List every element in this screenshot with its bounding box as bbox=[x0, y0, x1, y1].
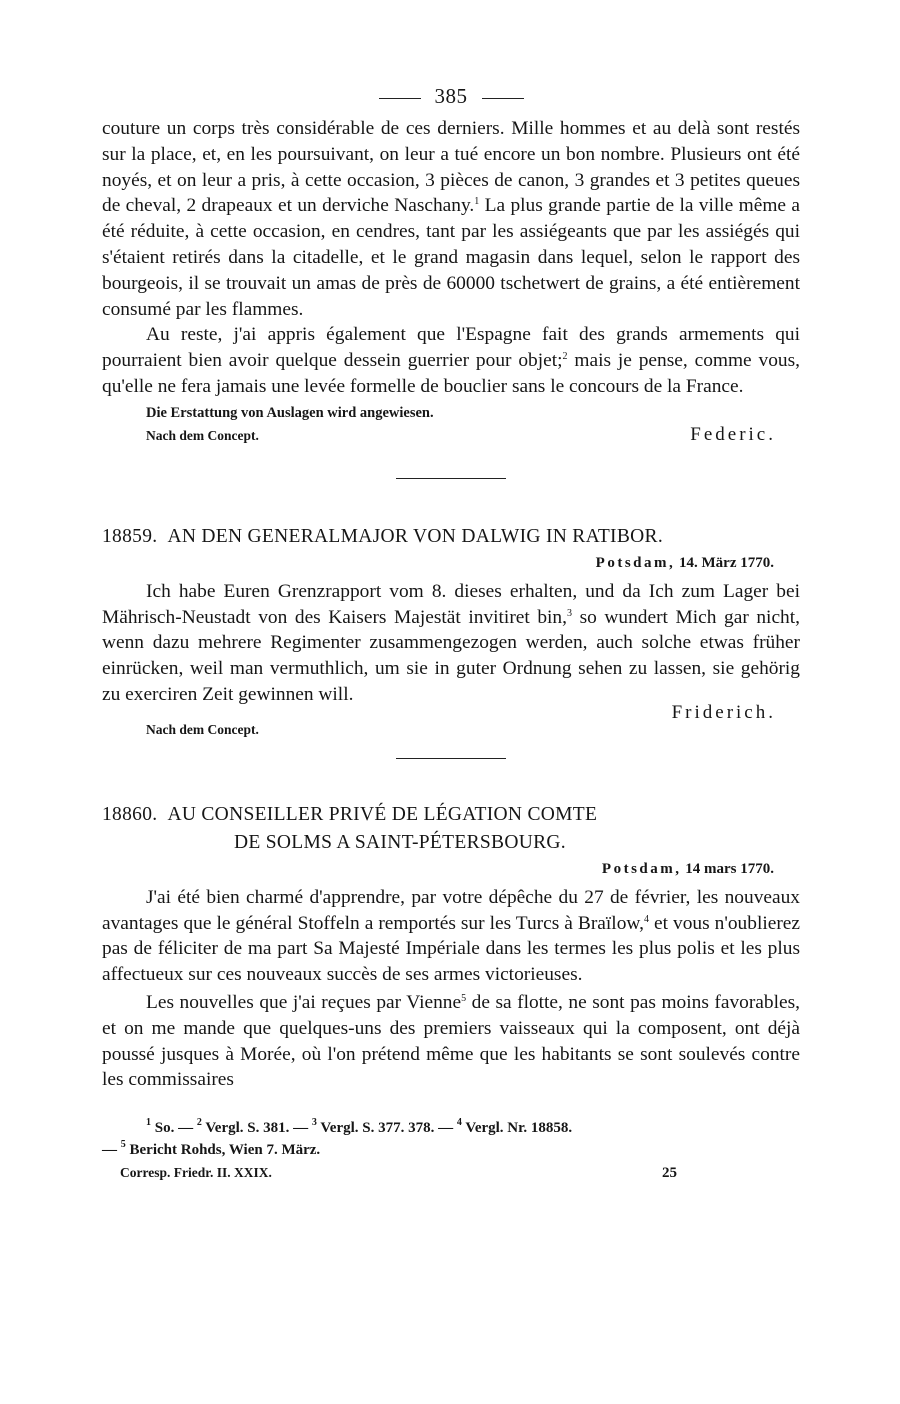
dateline-date: 14 mars 1770. bbox=[685, 860, 774, 877]
footnote-ref: 4 bbox=[643, 913, 649, 925]
letter-heading bbox=[102, 801, 800, 829]
paragraph-text: couture un corps très considérable de ces derniers. Mille hommes et au delà sont restés sur la place, et, en les poursuivant, on leur a tué encore un bon nombre. Plusieurs ont été noyés, et on leur a pris, à cette occasion, 3 pièces de canon, 3 grandes et 3 petites queues de cheval, 2 drapeaux et un derviche Naschany. bbox=[102, 118, 800, 217]
paragraph bbox=[102, 579, 800, 708]
paragraph-text: et vous n'oublierez pas de féliciter de ma part Sa Majesté Impériale dans les termes les plus polis et les plus affectueux sur ces nouveaux succès de ses armes victorieuses. bbox=[102, 912, 800, 986]
dateline bbox=[102, 551, 800, 575]
page-footer bbox=[102, 1165, 800, 1187]
dateline-date: 14. März 1770. bbox=[679, 554, 774, 571]
footnote-number: 2 bbox=[196, 1117, 202, 1129]
footnote-text: Vergl. S. 377. 378. — bbox=[320, 1120, 457, 1137]
dateline-place: Potsdam, bbox=[595, 554, 676, 571]
footnotes-line-2 bbox=[102, 1139, 800, 1161]
paragraph-text: so wundert Mich gar nicht, wenn dazu mehrere Regimenter zusammengezogen werden, auch solche etwas früher einrücken, weil man vermuthlich, um sie in guter Ordnung sehen zu lassen, sie gehörig zu exerciren Zeit gewinnen will. bbox=[102, 606, 800, 705]
footnote-number: 5 bbox=[120, 1139, 126, 1151]
paragraph-text: Ich habe Euren Grenzrapport vom 8. dieses erhalten, und da Ich zum Lager bei Mährisch-Neustadt von des Kaisers Majestät invitiret bin, bbox=[102, 580, 800, 628]
footnote-number: 1 bbox=[146, 1117, 151, 1129]
footnote-ref: 2 bbox=[562, 351, 568, 363]
paragraph-text: Au reste, j'ai appris également que l'Espagne fait des grands armements qui pourraient bien avoir quelque dessein guerrier pour objet; bbox=[102, 324, 800, 372]
footnote-ref: 5 bbox=[461, 992, 467, 1004]
letter-heading-text: AN DEN GENERALMAJOR VON DALWIG IN RATIBOR. bbox=[167, 525, 663, 547]
editorial-note: Die Erstattung von Auslagen wird angewiesen. bbox=[146, 404, 434, 421]
dateline bbox=[102, 857, 800, 881]
paragraph-text: mais je pense, comme vous, qu'elle ne fera jamais une levée formelle de bouclier sans le concours de la France. bbox=[102, 350, 801, 397]
page-header bbox=[102, 84, 800, 116]
header-dash-left bbox=[379, 98, 421, 99]
footnote-text: Vergl. Nr. 18858. bbox=[465, 1120, 573, 1137]
paragraph-text: de sa flotte, ne sont pas moins favorables, et on me mande que quelques-uns des premiers vaisseaux qui la composent, ont déjà poussé jusques à Morée, où l'on prétend même que les habitants se sont soulevés contre les commissaires bbox=[102, 991, 800, 1091]
paragraph bbox=[102, 322, 800, 399]
footnote-number: 4 bbox=[456, 1117, 462, 1129]
paragraph bbox=[102, 885, 800, 988]
source-signature-row bbox=[102, 424, 800, 448]
page-number: 385 bbox=[434, 84, 468, 108]
footnote-ref: 1 bbox=[474, 196, 480, 208]
paragraph-text: Les nouvelles que j'ai reçues par Vienne bbox=[146, 991, 462, 1013]
paragraph bbox=[102, 990, 800, 1093]
paragraph-text: La plus grande partie de la ville même a été réduite, à cette occasion, en cendres, tant par les assiégeants que par les assiégés qui s'étaient retirés dans la citadelle, et le grand magasin dans lequel, selon le rapport des bourgeois, il se trouvait un amas de près de 60000 tschetwert de grains, a été entièrement consumé par les flammes. bbox=[102, 195, 800, 320]
letter-heading-line-2: DE SOLMS A SAINT-PÉTERSBOURG. bbox=[234, 831, 566, 853]
letter-heading bbox=[102, 523, 800, 551]
source-note: Nach dem Concept. bbox=[146, 427, 259, 443]
section-divider bbox=[396, 758, 506, 759]
footnote-number: 3 bbox=[311, 1117, 317, 1129]
section-divider bbox=[396, 478, 506, 479]
header-dash-right bbox=[482, 98, 524, 99]
paragraph-text: J'ai été bien charmé d'apprendre, par votre dépêche du 27 de février, les nouveaux avantages que le général Stoffeln a remportés sur les Turcs à Braïlow, bbox=[102, 886, 800, 934]
letter-heading-text: AU CONSEILLER PRIVÉ DE LÉGATION COMTE bbox=[167, 803, 598, 825]
footnote-text: Vergl. S. 381. — bbox=[205, 1120, 312, 1137]
signature: Federic. bbox=[690, 423, 776, 445]
letter-number: 18860. bbox=[102, 803, 158, 825]
footnote-dash: — bbox=[102, 1142, 121, 1159]
signature: Friderich. bbox=[671, 701, 776, 723]
footnote-text: Bericht Rohds, Wien 7. März. bbox=[129, 1142, 321, 1159]
series-signature: Corresp. Friedr. II. XXIX. bbox=[120, 1165, 272, 1181]
paragraph bbox=[102, 116, 800, 322]
document-page bbox=[102, 84, 800, 1187]
footnote-ref: 3 bbox=[566, 607, 572, 619]
letter-number: 18859. bbox=[102, 525, 158, 547]
source-note: Nach dem Concept. bbox=[146, 721, 259, 737]
footnote-text: So. — bbox=[154, 1120, 197, 1137]
dateline-place: Potsdam, bbox=[601, 860, 682, 877]
source-signature-row bbox=[102, 701, 800, 738]
sheet-number: 25 bbox=[662, 1165, 677, 1182]
footnotes bbox=[102, 1117, 800, 1139]
